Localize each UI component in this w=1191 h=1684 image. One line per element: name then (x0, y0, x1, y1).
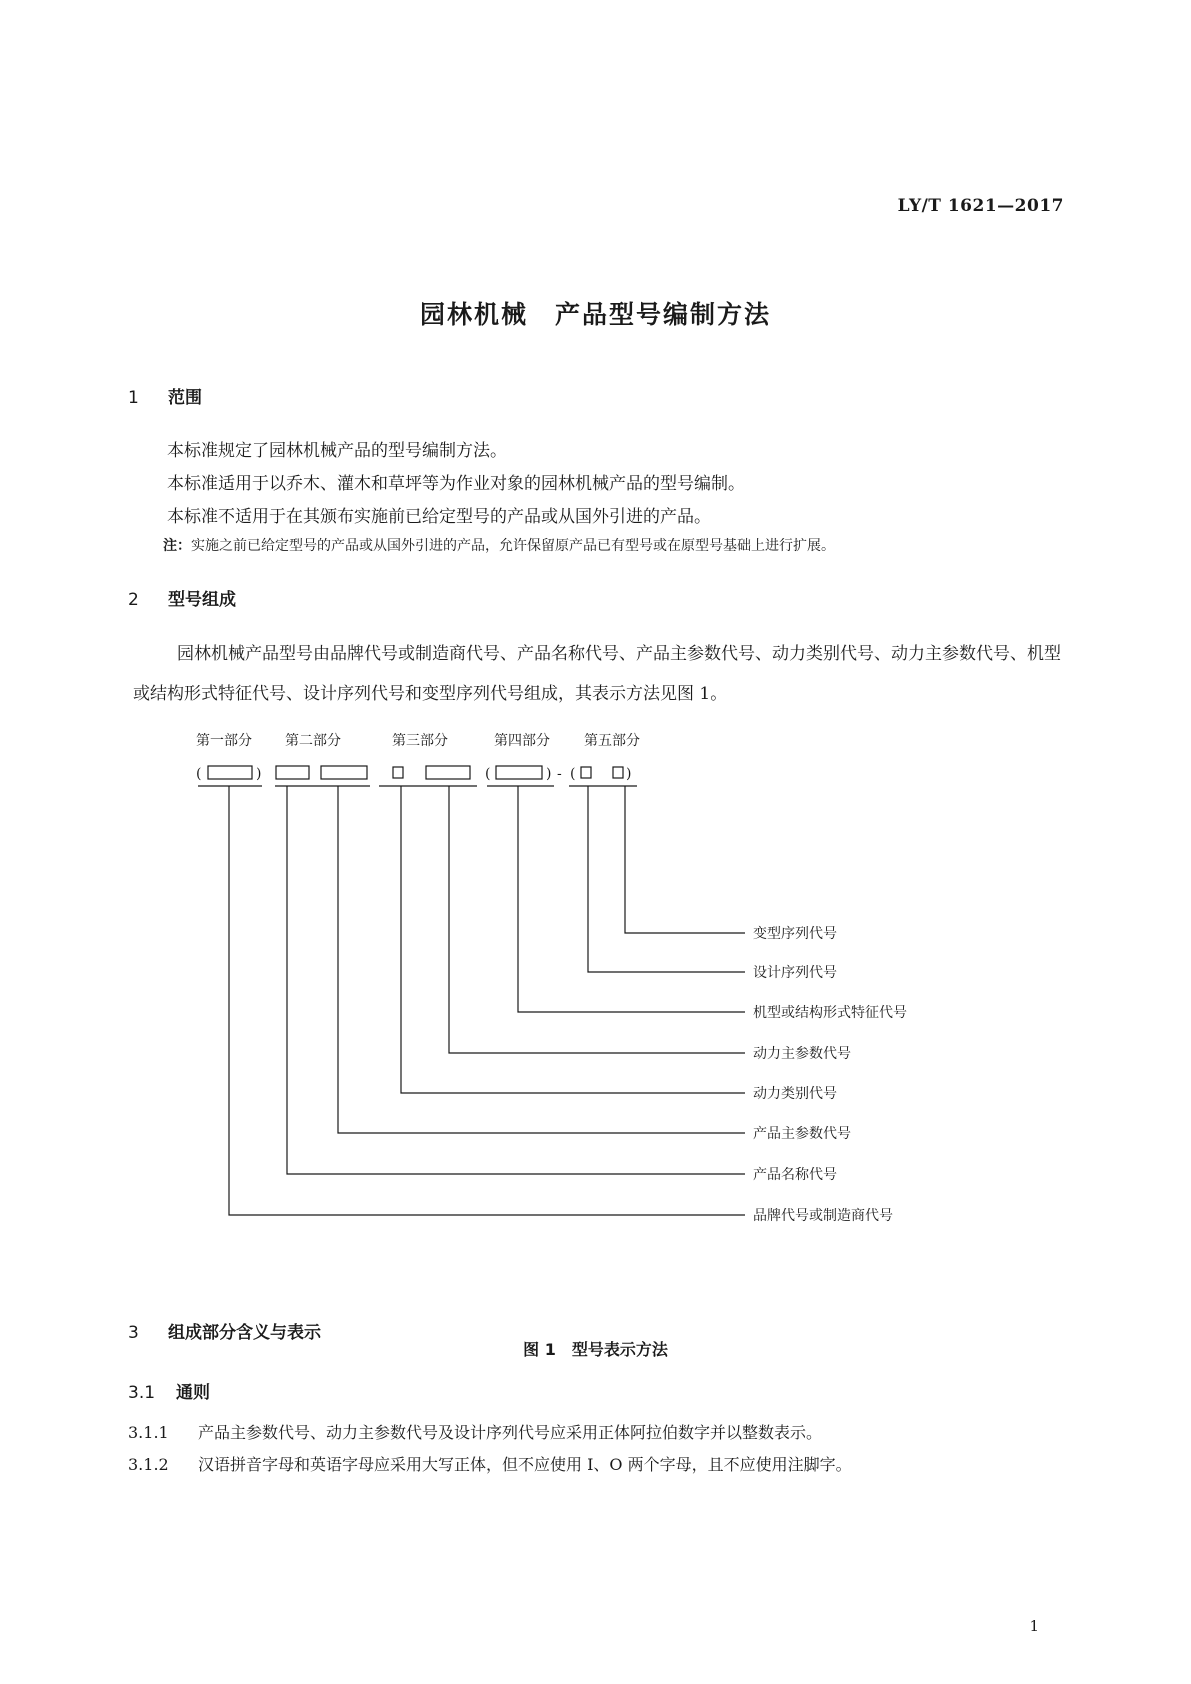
label-design-seq: 设计序列代号 (753, 965, 837, 981)
part-label-1: 第一部分 (196, 733, 252, 749)
section-number: 3.1 (128, 1383, 156, 1403)
slot-power-param (426, 766, 470, 779)
label-brand: 品牌代号或制造商代号 (753, 1208, 893, 1224)
slot-brand (208, 766, 252, 779)
note-label: 注： (163, 538, 191, 554)
subsection-3-1-heading (128, 1378, 210, 1403)
section-3-heading (128, 1318, 321, 1343)
slot-variant-seq (613, 767, 623, 778)
part-label-3: 第三部分 (392, 733, 448, 749)
paragraph: 本标准规定了园林机械产品的型号编制方法。 (167, 441, 507, 461)
standard-code: LY/T 1621—2017 (897, 196, 1064, 216)
slot-design-seq (581, 767, 591, 778)
leader-power-type (401, 786, 745, 1093)
slot-name (276, 766, 309, 779)
open-paren: ( (485, 766, 491, 782)
leader-product-name (287, 786, 745, 1174)
label-power-param: 动力主参数代号 (753, 1046, 851, 1062)
close-paren: ) (256, 766, 262, 782)
paragraph: 本标准适用于以乔木、灌木和草坪等为作业对象的园林机械产品的型号编制。 (167, 474, 745, 494)
clause-text: 产品主参数代号、动力主参数代号及设计序列代号应采用正体阿拉伯数字并以整数表示。 (198, 1423, 823, 1442)
label-structure: 机型或结构形式特征代号 (753, 1005, 907, 1021)
slot-main-param (321, 766, 367, 779)
leader-variant-seq (625, 786, 745, 933)
open-paren: ( (196, 766, 202, 782)
label-power-type: 动力类别代号 (753, 1086, 837, 1102)
close-paren: ) (546, 766, 552, 782)
section-title: 范围 (168, 388, 202, 408)
leader-brand (229, 786, 745, 1215)
section-title: 组成部分含义与表示 (168, 1323, 321, 1343)
slot-structure (496, 766, 542, 779)
clause-3-1-2 (128, 1452, 852, 1475)
dash: - (557, 766, 562, 782)
page-number: 1 (1029, 1617, 1039, 1635)
label-variant-seq: 变型序列代号 (753, 926, 837, 942)
leader-power-param (449, 786, 745, 1053)
open-paren: ( (570, 766, 576, 782)
part-label-4: 第四部分 (494, 733, 550, 749)
slot-power-type (393, 767, 403, 778)
figure-number: 图 1 (523, 1340, 556, 1359)
clause-number: 3.1.1 (128, 1423, 169, 1442)
label-main-param: 产品主参数代号 (753, 1126, 851, 1142)
section-number: 1 (128, 388, 139, 408)
note-text: 实施之前已给定型号的产品或从国外引进的产品，允许保留原产品已有型号或在原型号基础上进行扩展。 (191, 538, 835, 554)
paragraph: 本标准不适用于在其颁布实施前已给定型号的产品或从国外引进的产品。 (167, 507, 711, 527)
leader-structure (518, 786, 745, 1012)
section-number: 2 (128, 590, 139, 610)
clause-3-1-1 (128, 1420, 822, 1443)
clause-number: 3.1.2 (128, 1455, 169, 1474)
close-paren: ) (626, 766, 632, 782)
part-label-2: 第二部分 (285, 733, 341, 749)
clause-text: 汉语拼音字母和英语字母应采用大写正体，但不应使用 I、O 两个字母，且不应使用注脚字。 (198, 1455, 852, 1474)
section-number: 3 (128, 1323, 139, 1343)
section-title: 通则 (176, 1383, 210, 1403)
leader-main-param (338, 786, 745, 1133)
section-title: 型号组成 (168, 590, 236, 610)
label-product-name: 产品名称代号 (753, 1167, 837, 1183)
leader-design-seq (588, 786, 745, 972)
paragraph: 园林机械产品型号由品牌代号或制造商代号、产品名称代号、产品主参数代号、动力类别代号、动力主参数代号、机型或结构形式特征代号、设计序列代号和变型序列代号组成，其表示方法见图 1。 (133, 644, 1061, 704)
document-title: 园林机械 产品型号编制方法 (419, 300, 771, 329)
figure-title: 型号表示方法 (571, 1340, 668, 1359)
part-label-5: 第五部分 (584, 733, 640, 749)
